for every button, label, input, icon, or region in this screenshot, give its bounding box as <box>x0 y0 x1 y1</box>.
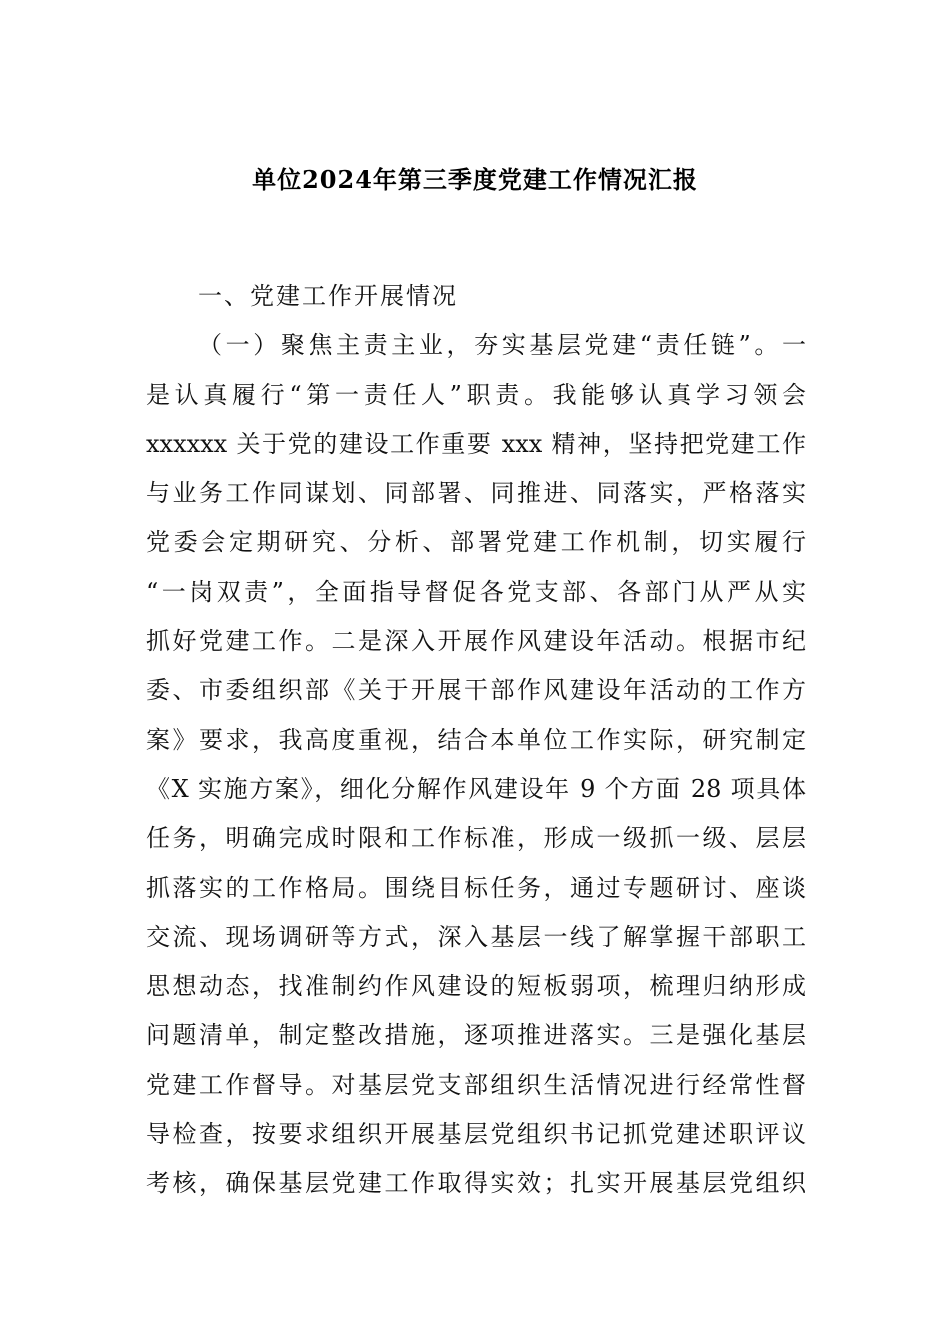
document-body <box>146 272 806 1209</box>
paragraph-line: 问题清单，制定整改措施，逐项推进落实。三是强化基层 <box>146 1021 806 1050</box>
paragraph-line: 交流、现场调研等方式，深入基层一线了解掌握干部职工 <box>146 922 806 951</box>
paragraph-line: 是认真履行“第一责任人”职责。我能够认真学习领会 <box>146 380 806 409</box>
paragraph-line: （一）聚焦主责主业，夯实基层党建“责任链”。一 <box>198 331 806 360</box>
paragraph-line: 案》要求，我高度重视，结合本单位工作实际，研究制定 <box>146 725 806 754</box>
paragraph-line: 党建工作督导。对基层党支部组织生活情况进行经常性督 <box>146 1070 806 1099</box>
paragraph-line: 考核，确保基层党建工作取得实效；扎实开展基层党组织 <box>146 1169 806 1198</box>
paragraph-line: 抓好党建工作。二是深入开展作风建设年活动。根据市纪 <box>146 627 806 656</box>
paragraph-line: 思想动态，找准制约作风建设的短板弱项，梳理归纳形成 <box>146 972 806 1001</box>
paragraph-line: 导检查，按要求组织开展基层党组织书记抓党建述职评议 <box>146 1120 806 1149</box>
paragraph-line: 《X 实施方案》，细化分解作风建设年 9 个方面 28 项具体 <box>146 774 806 803</box>
paragraph-line: 党委会定期研究、分析、部署党建工作机制，切实履行 <box>146 528 806 557</box>
paragraph-line: 与业务工作同谋划、同部署、同推进、同落实，严格落实 <box>146 479 806 508</box>
paragraph-line: “一岗双责”，全面指导督促各党支部、各部门从严从实 <box>146 577 806 606</box>
section-heading: 一、党建工作开展情况 <box>198 282 458 310</box>
document-title: 单位2024年第三季度党建工作情况汇报 <box>252 165 698 194</box>
paragraph-line: 任务，明确完成时限和工作标准，形成一级抓一级、层层 <box>146 824 806 853</box>
paragraph-line: 委、市委组织部《关于开展干部作风建设年活动的工作方 <box>146 676 806 705</box>
paragraph-line: 抓落实的工作格局。围绕目标任务，通过专题研讨、座谈 <box>146 873 806 902</box>
paragraph-line: xxxxxx 关于党的建设工作重要 xxx 精神，坚持把党建工作 <box>146 429 806 458</box>
